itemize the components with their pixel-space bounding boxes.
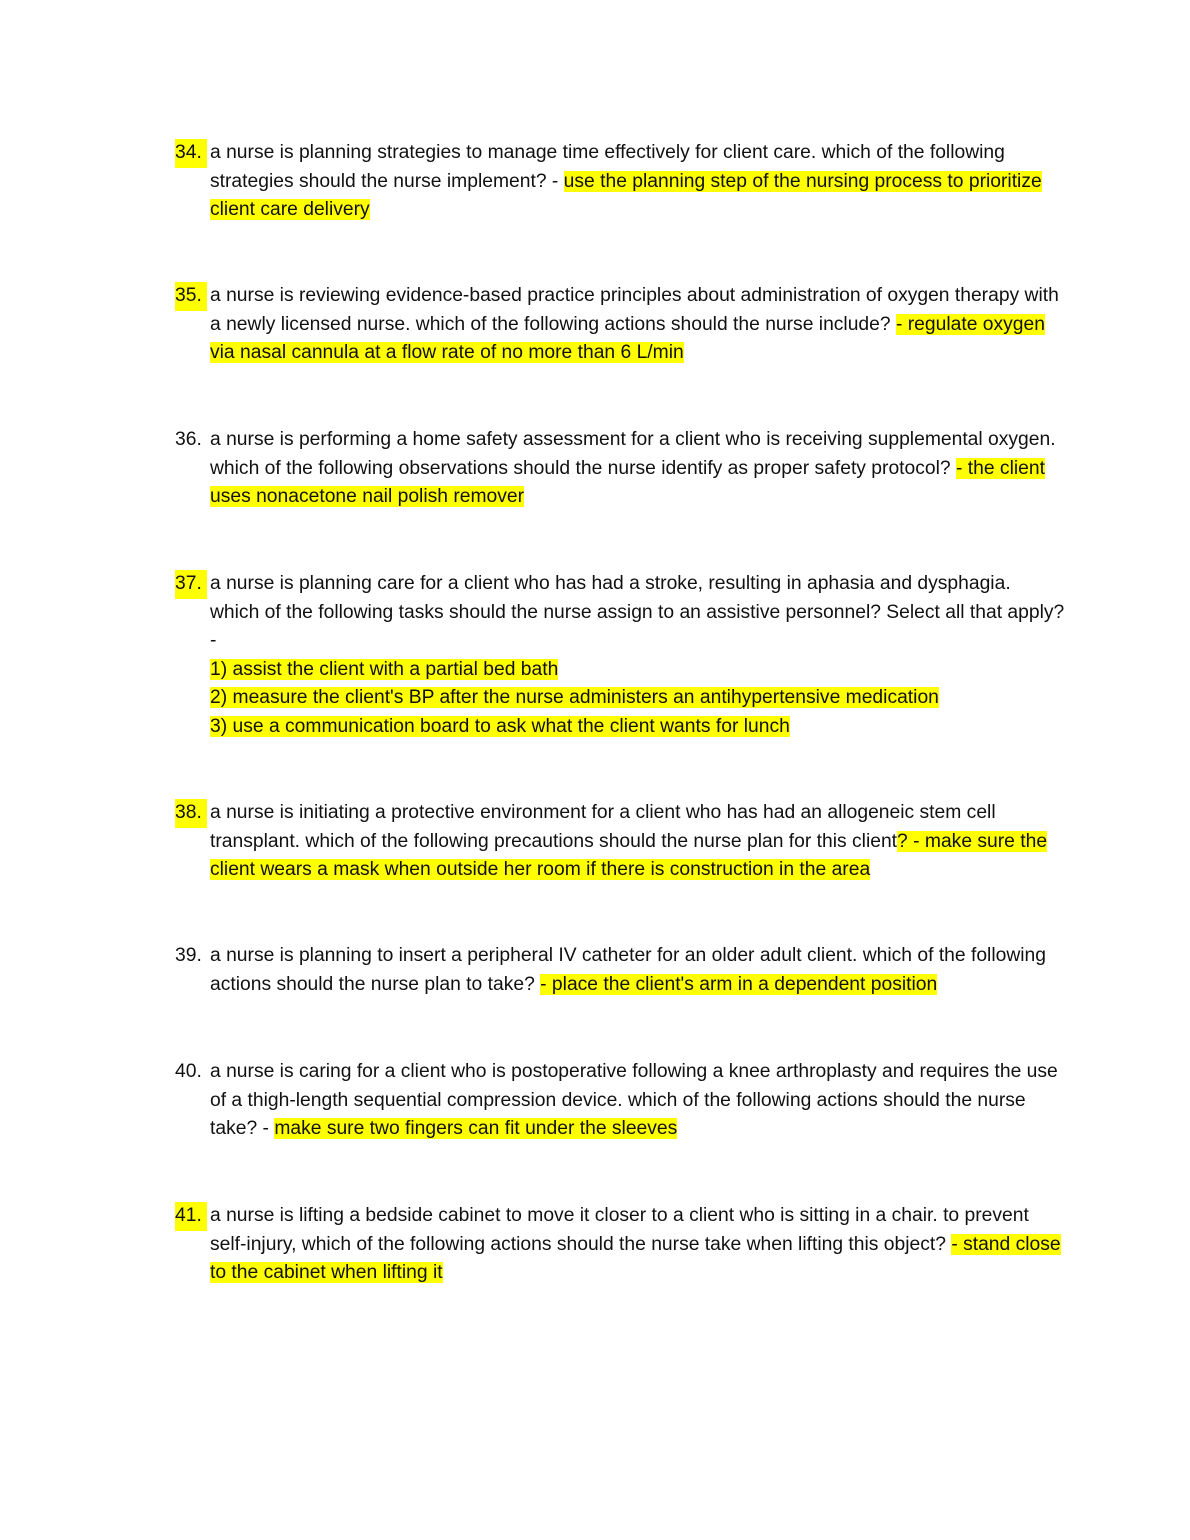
answer-text: ? - make sure the client wears a mask when outside her room if there is construction in the area: [210, 830, 1048, 880]
answer-text: make sure two fingers can fit under the sleeves: [274, 1118, 678, 1139]
question-text: a nurse is initiating a protective environment for a client who has had an allogeneic stem cell transplant. which of the following precautions should the nurse plan for this client: [210, 802, 996, 852]
answer-text: use the planning step of the nursing process to prioritize client care delivery: [210, 170, 1042, 220]
question-number: 37.: [175, 570, 207, 599]
answer-item-1: 1) assist the client with a partial bed bath: [210, 658, 559, 680]
question-37: [175, 570, 1065, 741]
answer-text: - the client uses nonacetone nail polish remover: [210, 457, 1045, 507]
question-text: a nurse is caring for a client who is postoperative following a knee arthroplasty and requires the use of a thigh-length sequential compression device. which of the following actions should the nurse take? -: [210, 1061, 1058, 1139]
question-number: 34.: [175, 139, 207, 168]
question-number: 36.: [175, 429, 202, 450]
answer-item-2: 2) measure the client's BP after the nurse administers an antihypertensive medication: [210, 687, 939, 708]
question-36: [175, 426, 1065, 512]
question-text: a nurse is planning care for a client who has had a stroke, resulting in aphasia and dysphagia. which of the following tasks should the nurse assign to an assistive personnel? Select all that apply? -: [210, 573, 1065, 651]
answer-item-3: 3) use a communication board to ask what the client wants for lunch: [210, 715, 790, 737]
question-text: a nurse is performing a home safety assessment for a client who is receiving supplemental oxygen. which of the following observations should the nurse identify as proper safety protocol?: [210, 429, 1056, 479]
question-text: a nurse is planning strategies to manage time effectively for client care. which of the following strategies should the nurse implement? -: [210, 142, 1005, 192]
question-39: [175, 942, 1065, 999]
question-40: [175, 1058, 1065, 1144]
question-35: [175, 282, 1065, 368]
answer-text: - stand close to the cabinet when lifting it: [210, 1233, 1061, 1283]
question-number: 40.: [175, 1061, 202, 1082]
question-text: a nurse is lifting a bedside cabinet to move it closer to a client who is sitting in a chair. to prevent self-injury, which of the following actions should the nurse take when lifting this object?: [210, 1205, 1029, 1255]
question-number: 38.: [175, 799, 207, 828]
answer-text: - place the client's arm in a dependent position: [540, 973, 938, 995]
question-text: a nurse is planning to insert a peripheral IV catheter for an older adult client. which of the following actions should the nurse plan to take?: [210, 945, 1047, 995]
question-34: [175, 139, 1065, 225]
question-number: 41.: [175, 1202, 207, 1231]
question-41: [175, 1202, 1065, 1288]
question-number: 39.: [175, 945, 202, 966]
question-text: a nurse is reviewing evidence-based practice principles about administration of oxygen therapy with a newly licensed nurse. which of the following actions should the nurse include?: [210, 285, 1059, 335]
answer-text: - regulate oxygen via nasal cannula at a flow rate of no more than 6 L/min: [210, 313, 1045, 363]
question-number: 35.: [175, 282, 207, 311]
question-38: [175, 799, 1065, 885]
